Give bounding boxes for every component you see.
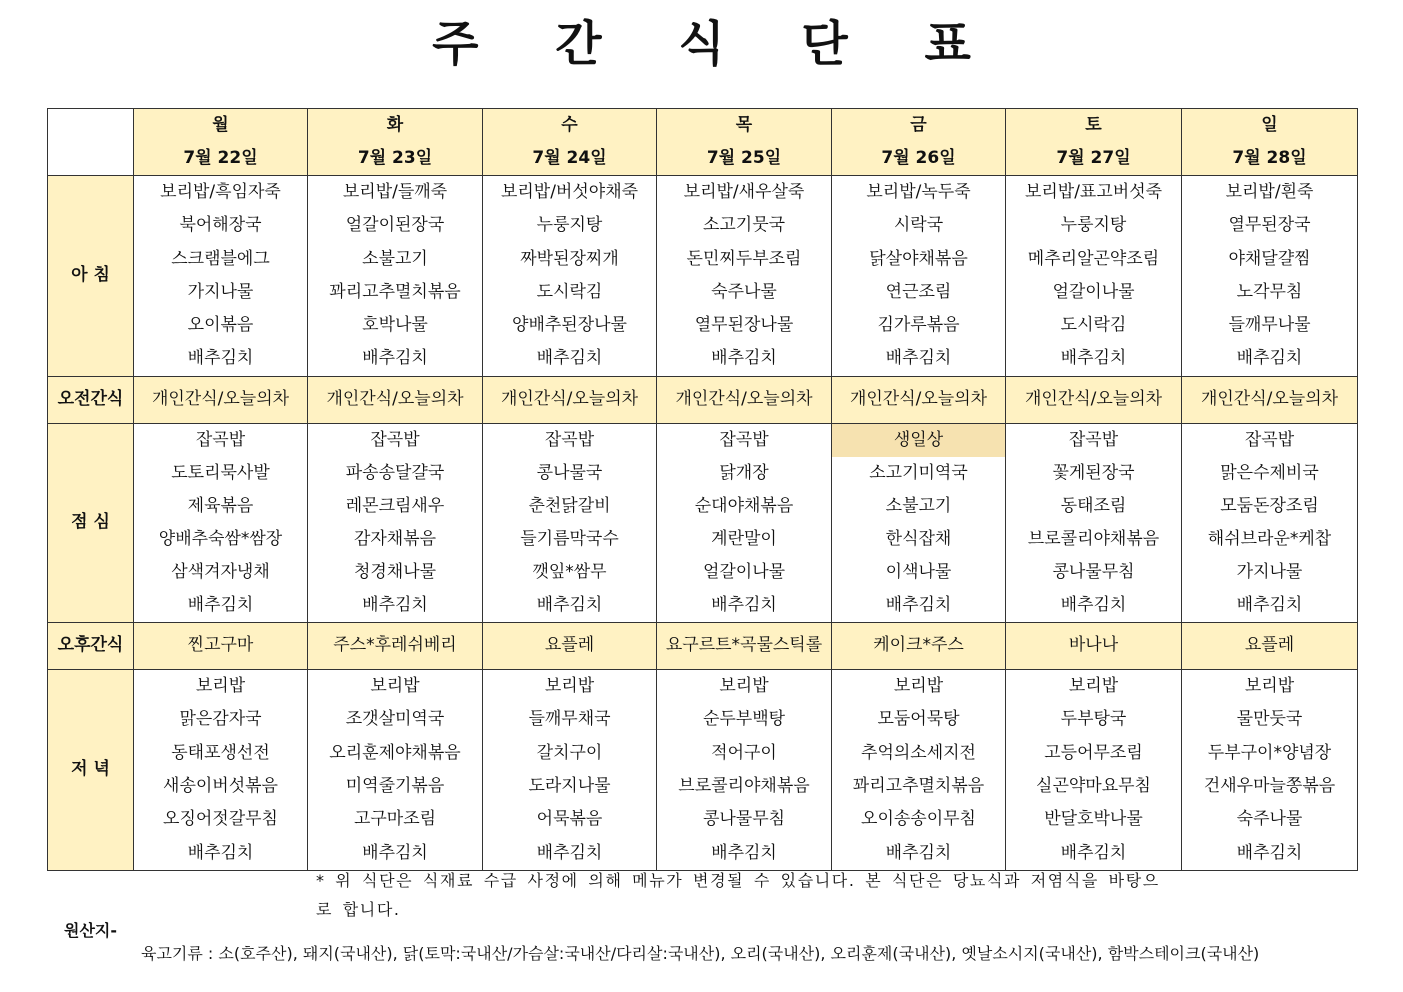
day-name: 월 bbox=[212, 115, 229, 135]
menu-item: 파송송달걀국 bbox=[345, 462, 445, 483]
menu-item: 보리밥 bbox=[1244, 675, 1295, 696]
menu-item: 배추김치 bbox=[362, 594, 428, 615]
day-header-row bbox=[48, 109, 1358, 176]
am-snack-cell: 개인간식/오늘의차 bbox=[1182, 376, 1358, 423]
menu-item: 오이송송이무침 bbox=[861, 809, 976, 830]
am-snack-cell: 개인간식/오늘의차 bbox=[657, 376, 832, 423]
menu-item: 브로콜리야채볶음 bbox=[678, 775, 810, 796]
menu-item: 깻잎*쌈무 bbox=[532, 561, 607, 582]
menu-item: 꽈리고추멸치볶음 bbox=[852, 775, 985, 796]
day-header bbox=[308, 109, 483, 176]
menu-item: 보리밥 bbox=[893, 675, 944, 696]
am-snack-cell: 개인간식/오늘의차 bbox=[483, 376, 657, 423]
menu-item: 보리밥/흰죽 bbox=[1225, 182, 1314, 202]
pm-snack-cell: 요플레 bbox=[483, 622, 657, 669]
breakfast-row bbox=[48, 176, 1358, 377]
menu-item: 콩나물무침 bbox=[1052, 561, 1135, 582]
menu-item: 보리밥 bbox=[719, 675, 769, 696]
menu-item: 시락국 bbox=[893, 215, 944, 236]
menu-item: 물만둣국 bbox=[1236, 709, 1303, 730]
menu-item: 양배추된장나물 bbox=[512, 315, 627, 336]
menu-item: 보리밥/표고버섯죽 bbox=[1024, 182, 1163, 202]
menu-item: 누룽지탕 bbox=[536, 215, 603, 236]
day-header bbox=[134, 109, 308, 176]
menu-item: 배추김치 bbox=[885, 348, 952, 369]
corner-cell bbox=[48, 109, 134, 176]
menu-item: 보리밥 bbox=[195, 675, 246, 696]
weekly-menu-table bbox=[47, 108, 1358, 871]
menu-item: 닭살야채볶음 bbox=[869, 248, 968, 269]
pm-snack-cell: 주스*후레쉬베리 bbox=[308, 622, 483, 669]
menu-item: 보리밥/흑임자죽 bbox=[160, 182, 281, 202]
day-header bbox=[1006, 109, 1182, 176]
menu-item: 잡곡밥 bbox=[719, 429, 769, 450]
menu-item: 스크램블에그 bbox=[171, 248, 270, 269]
breakfast-cell bbox=[483, 176, 657, 377]
menu-item: 어묵볶음 bbox=[536, 809, 603, 830]
menu-item: 이색나물 bbox=[885, 561, 952, 582]
menu-item: 들깨무채국 bbox=[528, 709, 611, 730]
origin-label: 원산지- bbox=[64, 921, 118, 940]
am-snack-cell: 개인간식/오늘의차 bbox=[308, 376, 483, 423]
dinner-cell bbox=[657, 669, 832, 870]
lunch-label: 점 심 bbox=[48, 423, 134, 622]
menu-item: 연근조림 bbox=[885, 281, 952, 302]
pm-snack-row bbox=[48, 622, 1358, 669]
am-snack-cell: 개인간식/오늘의차 bbox=[832, 376, 1006, 423]
menu-item: 두부탕국 bbox=[1060, 709, 1127, 730]
menu-item: 배추김치 bbox=[187, 842, 254, 863]
menu-item: 동태포생선전 bbox=[171, 742, 270, 763]
lunch-cell bbox=[308, 423, 483, 622]
breakfast-label: 아 침 bbox=[48, 176, 134, 377]
menu-item: 도시락김 bbox=[536, 281, 603, 302]
pm-snack-cell: 바나나 bbox=[1006, 622, 1182, 669]
menu-item: 닭개장 bbox=[719, 462, 769, 483]
menu-item: 메추리알곤약조림 bbox=[1027, 248, 1160, 269]
menu-item: 열무된장국 bbox=[1228, 215, 1311, 236]
menu-item: 실곤약마요무침 bbox=[1036, 775, 1151, 796]
dinner-row bbox=[48, 669, 1358, 870]
pm-snack-cell: 케이크*주스 bbox=[832, 622, 1006, 669]
lunch-cell bbox=[832, 423, 1006, 622]
menu-item: 감자채볶음 bbox=[353, 528, 437, 549]
menu-item: 맑은감자국 bbox=[179, 709, 262, 730]
menu-item: 배추김치 bbox=[536, 594, 603, 615]
menu-item: 생일상 bbox=[832, 424, 1005, 457]
menu-item: 브로콜리야채볶음 bbox=[1027, 528, 1160, 549]
menu-item: 잡곡밥 bbox=[1068, 429, 1119, 450]
menu-item: 보리밥 bbox=[544, 675, 595, 696]
breakfast-cell bbox=[308, 176, 483, 377]
menu-item: 조갯살미역국 bbox=[345, 709, 445, 730]
day-name: 일 bbox=[1261, 115, 1278, 135]
menu-item: 누룽지탕 bbox=[1060, 215, 1127, 236]
menu-item: 배추김치 bbox=[362, 348, 428, 369]
menu-item: 소고기뭇국 bbox=[702, 215, 786, 236]
menu-item: 얼갈이된장국 bbox=[345, 215, 445, 236]
menu-item: 배추김치 bbox=[1060, 348, 1127, 369]
menu-item: 꽈리고추멸치볶음 bbox=[329, 281, 461, 302]
lunch-row bbox=[48, 423, 1358, 622]
dinner-cell bbox=[1182, 669, 1358, 870]
menu-item: 콩나물무침 bbox=[702, 809, 786, 830]
menu-item: 청경채나물 bbox=[353, 561, 437, 582]
menu-item: 반달호박나물 bbox=[1044, 809, 1143, 830]
menu-item: 오징어젓갈무침 bbox=[163, 809, 278, 830]
menu-item: 얼갈이나물 bbox=[702, 561, 786, 582]
menu-item: 계란말이 bbox=[711, 528, 777, 549]
menu-item: 양배추숙쌈*쌈장 bbox=[158, 528, 283, 549]
menu-item: 배추김치 bbox=[1060, 842, 1127, 863]
am-snack-row bbox=[48, 376, 1358, 423]
breakfast-cell bbox=[657, 176, 832, 377]
dinner-cell bbox=[483, 669, 657, 870]
breakfast-cell bbox=[1006, 176, 1182, 377]
am-snack-cell: 개인간식/오늘의차 bbox=[134, 376, 308, 423]
menu-item: 소불고기 bbox=[362, 248, 428, 269]
menu-item: 잡곡밥 bbox=[1244, 429, 1295, 450]
am-snack-cell: 개인간식/오늘의차 bbox=[1006, 376, 1182, 423]
day-name: 목 bbox=[735, 115, 753, 135]
menu-item: 돈민찌두부조림 bbox=[686, 248, 802, 269]
menu-item: 잡곡밥 bbox=[370, 429, 420, 450]
menu-item: 김가루볶음 bbox=[877, 315, 960, 336]
menu-item: 해쉬브라운*케찹 bbox=[1207, 528, 1332, 549]
menu-item: 한식잡채 bbox=[885, 528, 952, 549]
day-date: 7월 25일 bbox=[706, 148, 782, 168]
day-date: 7월 27일 bbox=[1056, 148, 1131, 168]
menu-item: 배추김치 bbox=[1236, 594, 1303, 615]
menu-item: 순두부백탕 bbox=[702, 709, 786, 730]
menu-item: 야채달걀찜 bbox=[1228, 248, 1311, 269]
menu-item: 배추김치 bbox=[1060, 594, 1127, 615]
menu-item: 오리훈제야채볶음 bbox=[329, 742, 461, 763]
menu-item: 두부구이*양념장 bbox=[1207, 742, 1332, 763]
menu-item: 배추김치 bbox=[885, 594, 952, 615]
menu-item: 춘천닭갈비 bbox=[528, 495, 611, 516]
menu-item: 배추김치 bbox=[1236, 842, 1303, 863]
menu-item: 배추김치 bbox=[711, 842, 777, 863]
menu-item: 삼색겨자냉채 bbox=[171, 561, 270, 582]
dinner-cell bbox=[134, 669, 308, 870]
day-header bbox=[483, 109, 657, 176]
lunch-cell bbox=[134, 423, 308, 622]
lunch-cell bbox=[657, 423, 832, 622]
day-header bbox=[832, 109, 1006, 176]
menu-item: 순대야채볶음 bbox=[694, 495, 794, 516]
menu-item: 맑은수제비국 bbox=[1220, 462, 1319, 483]
menu-item: 소불고기 bbox=[885, 495, 952, 516]
menu-item: 노각무침 bbox=[1236, 281, 1303, 302]
menu-item: 동태조림 bbox=[1060, 495, 1127, 516]
menu-item: 고등어무조림 bbox=[1044, 742, 1143, 763]
day-name: 화 bbox=[386, 115, 404, 135]
day-date: 7월 22일 bbox=[183, 148, 258, 168]
menu-item: 적어구이 bbox=[711, 742, 777, 763]
menu-item: 보리밥/새우살죽 bbox=[683, 182, 805, 202]
menu-item: 보리밥/녹두죽 bbox=[866, 182, 971, 202]
day-header bbox=[1182, 109, 1358, 176]
menu-item: 콩나물국 bbox=[536, 462, 603, 483]
menu-item: 보리밥 bbox=[1068, 675, 1119, 696]
menu-item: 배추김치 bbox=[711, 594, 777, 615]
day-date: 7월 28일 bbox=[1232, 148, 1307, 168]
menu-item: 짜박된장찌개 bbox=[520, 248, 619, 269]
menu-item: 모둠어묵탕 bbox=[877, 709, 960, 730]
menu-item: 새송이버섯볶음 bbox=[163, 775, 278, 796]
breakfast-cell bbox=[1182, 176, 1358, 377]
menu-item: 열무된장나물 bbox=[694, 315, 794, 336]
lunch-cell bbox=[1182, 423, 1358, 622]
menu-item: 가지나물 bbox=[187, 281, 254, 302]
dinner-cell bbox=[308, 669, 483, 870]
menu-item: 배추김치 bbox=[885, 842, 952, 863]
menu-item: 배추김치 bbox=[1236, 348, 1303, 369]
menu-item: 보리밥/버섯야채죽 bbox=[500, 182, 639, 202]
menu-item: 오이볶음 bbox=[187, 315, 254, 336]
pm-snack-label: 오후간식 bbox=[48, 622, 134, 669]
menu-item: 제육볶음 bbox=[187, 495, 254, 516]
menu-item: 배추김치 bbox=[187, 594, 254, 615]
menu-item: 고구마조림 bbox=[353, 809, 437, 830]
menu-item: 추억의소세지전 bbox=[861, 742, 976, 763]
dinner-label: 저 녁 bbox=[48, 669, 134, 870]
pm-snack-cell: 요플레 bbox=[1182, 622, 1358, 669]
menu-item: 배추김치 bbox=[536, 842, 603, 863]
breakfast-cell bbox=[134, 176, 308, 377]
menu-item: 가지나물 bbox=[1236, 561, 1303, 582]
menu-item: 모둠돈장조림 bbox=[1220, 495, 1319, 516]
menu-item: 건새우마늘쫑볶음 bbox=[1203, 775, 1336, 796]
day-name: 토 bbox=[1085, 115, 1102, 135]
menu-item: 배추김치 bbox=[536, 348, 603, 369]
day-name: 수 bbox=[561, 115, 578, 135]
menu-item: 북어해장국 bbox=[179, 215, 262, 236]
pm-snack-cell: 찐고구마 bbox=[134, 622, 308, 669]
day-name: 금 bbox=[910, 115, 927, 135]
menu-item: 들깨무나물 bbox=[1228, 315, 1311, 336]
menu-item: 얼갈이나물 bbox=[1052, 281, 1135, 302]
menu-item: 잡곡밥 bbox=[195, 429, 246, 450]
menu-change-note: * 위 식단은 식재료 수급 사정에 의해 메뉴가 변경될 수 있습니다. 본 식단은 당뇨식과 저염식을 바탕으로 합니다. bbox=[316, 871, 1160, 919]
dinner-cell bbox=[1006, 669, 1182, 870]
menu-item: 소고기미역국 bbox=[869, 462, 968, 483]
menu-item: 배추김치 bbox=[362, 842, 428, 863]
menu-item: 꽃게된장국 bbox=[1052, 462, 1135, 483]
day-date: 7월 26일 bbox=[881, 148, 956, 168]
menu-item: 호박나물 bbox=[362, 315, 428, 336]
menu-item: 숙주나물 bbox=[1236, 809, 1303, 830]
pm-snack-cell: 요구르트*곡물스틱롤 bbox=[657, 622, 832, 669]
breakfast-cell bbox=[832, 176, 1006, 377]
day-header bbox=[657, 109, 832, 176]
lunch-cell bbox=[483, 423, 657, 622]
day-date: 7월 23일 bbox=[357, 148, 433, 168]
menu-item: 갈치구이 bbox=[536, 742, 603, 763]
menu-item: 레몬크림새우 bbox=[345, 495, 445, 516]
origin-text: 육고기류 : 소(호주산), 돼지(국내산), 닭(토막:국내산/가슴살:국내산/다리살:국내산), 오리(국내산), 오리훈제(국내산), 옛날소시지(국내산), 함박스테이크(국내산) bbox=[141, 944, 1260, 963]
menu-item: 도라지나물 bbox=[528, 775, 611, 796]
menu-item: 잡곡밥 bbox=[544, 429, 595, 450]
menu-item: 숙주나물 bbox=[711, 281, 777, 302]
menu-item: 도시락김 bbox=[1060, 315, 1127, 336]
menu-item: 들기름막국수 bbox=[520, 528, 619, 549]
menu-item: 배추김치 bbox=[711, 348, 777, 369]
am-snack-label: 오전간식 bbox=[48, 376, 134, 423]
menu-item: 보리밥/들깨죽 bbox=[342, 182, 448, 202]
dinner-cell bbox=[832, 669, 1006, 870]
lunch-cell bbox=[1006, 423, 1182, 622]
day-date: 7월 24일 bbox=[532, 148, 607, 168]
menu-item: 보리밥 bbox=[370, 675, 420, 696]
menu-item: 미역줄기볶음 bbox=[345, 775, 445, 796]
menu-item: 도토리묵사발 bbox=[171, 462, 270, 483]
menu-item: 배추김치 bbox=[187, 348, 254, 369]
page-title: 주 간 식 단 표 bbox=[432, 16, 1001, 72]
